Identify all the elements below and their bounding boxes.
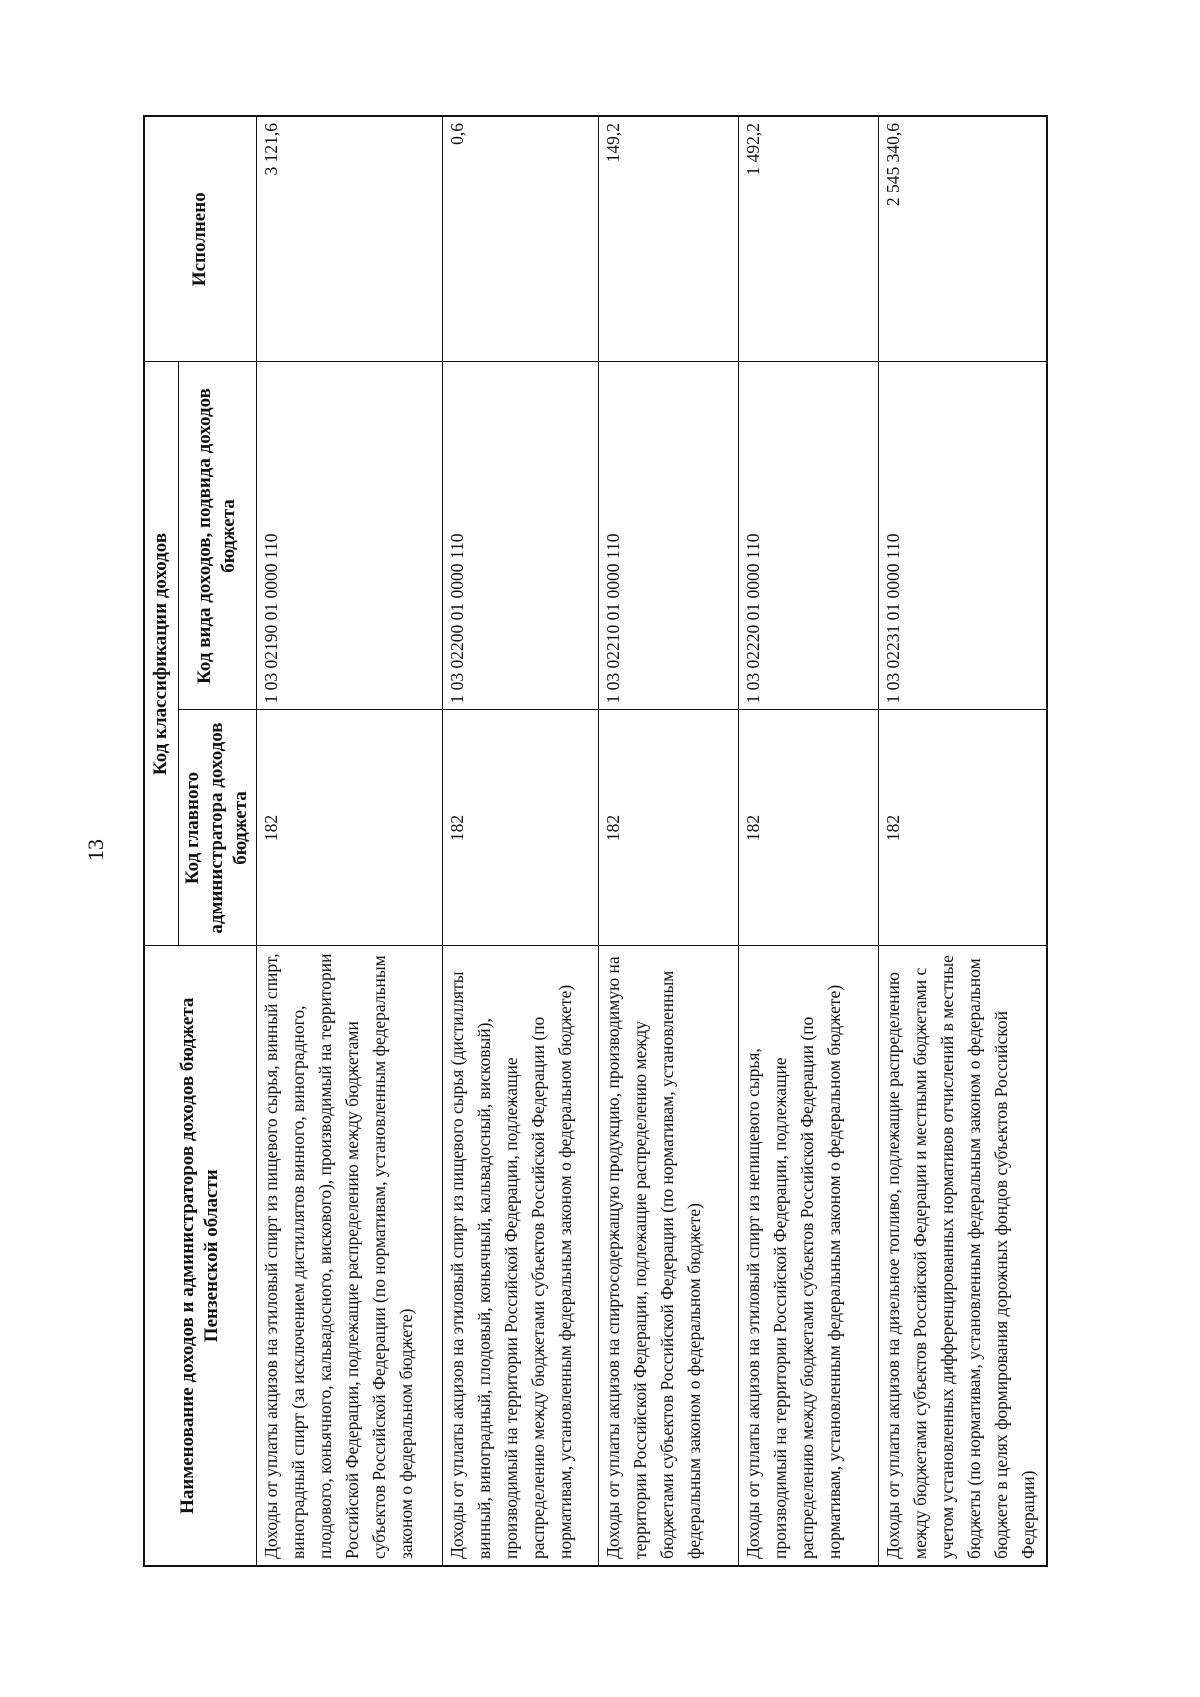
executed-cell: 1 492,2	[738, 116, 878, 362]
table-row	[598, 116, 738, 1566]
admin-code-cell: 182	[598, 710, 738, 946]
admin-code-cell: 182	[738, 710, 878, 946]
header-code-group: Код классификации доходов	[144, 362, 178, 946]
row-name-cell: Доходы от уплаты акцизов на этиловый спирт из пищевого сырья, винный спирт, виноградный спирт (за исключением дистиллятов винного, виноградного, плодового, коньячного, кальвадосного, вискового), производимый на территории Российской Федерации, подлежащие распределению между бюджетами субъектов Российской Федерации (по нормативам, установленным федеральным законом о федеральном бюджете)	[256, 946, 442, 1566]
type-code-cell: 1 03 02231 01 0000 110	[878, 362, 1047, 710]
admin-code-cell: 182	[442, 710, 598, 946]
rotated-table-container	[143, 117, 1080, 1567]
executed-cell: 0,6	[442, 116, 598, 362]
row-name-cell: Доходы от уплаты акцизов на спиртосодержащую продукцию, производимую на территории Российской Федерации, подлежащие распределению между бюджетами субъектов Российской Федерации (по нормативам, установленным федеральным законом о федеральном бюджете)	[598, 946, 738, 1566]
admin-code-cell: 182	[878, 710, 1047, 946]
row-name-cell: Доходы от уплаты акцизов на этиловый спирт из непищевого сырья, производимый на территории Российской Федерации, подлежащие распределению между бюджетами субъектов Российской Федерации (по нормативам, установленным федеральным законом о федеральном бюджете)	[738, 946, 878, 1566]
revenue-table	[143, 115, 1048, 1567]
page-number: 13	[83, 839, 108, 861]
header-name: Наименование доходов и администраторов доходов бюджета Пензенской области	[144, 946, 256, 1566]
type-code-cell: 1 03 02220 01 0000 110	[738, 362, 878, 710]
executed-cell: 149,2	[598, 116, 738, 362]
table-row	[738, 116, 878, 1566]
table-row	[442, 116, 598, 1566]
header-executed: Исполнено	[144, 116, 256, 362]
table-row	[256, 116, 442, 1566]
row-name-cell: Доходы от уплаты акцизов на этиловый спирт из пищевого сырья (дистилляты винный, виноградный, плодовый, коньячный, кальвадосный, висковый), производимый на территории Российской Федерации, подлежащие распределению между бюджетами субъектов Российской Федерации (по нормативам, установленным федеральным законом о федеральном бюджете)	[442, 946, 598, 1566]
header-admin-code: Код главного администратора доходов бюджета	[178, 710, 256, 946]
executed-cell: 3 121,6	[256, 116, 442, 362]
type-code-cell: 1 03 02190 01 0000 110	[256, 362, 442, 710]
type-code-cell: 1 03 02210 01 0000 110	[598, 362, 738, 710]
type-code-cell: 1 03 02200 01 0000 110	[442, 362, 598, 710]
header-type-code: Код вида доходов, подвида доходов бюджета	[178, 362, 256, 710]
row-name-cell: Доходы от уплаты акцизов на дизельное топливо, подлежащие распределению между бюджетами субъектов Российской Федерации и местными бюджетами с учетом установленных дифференцированных нормативов отчислений в местные бюджеты (по нормативам, установленным федеральным законом о федеральном бюджете в целях формирования дорожных фондов субъектов Российской Федерации)	[878, 946, 1047, 1566]
table-row	[878, 116, 1047, 1566]
executed-cell: 2 545 340,6	[878, 116, 1047, 362]
admin-code-cell: 182	[256, 710, 442, 946]
